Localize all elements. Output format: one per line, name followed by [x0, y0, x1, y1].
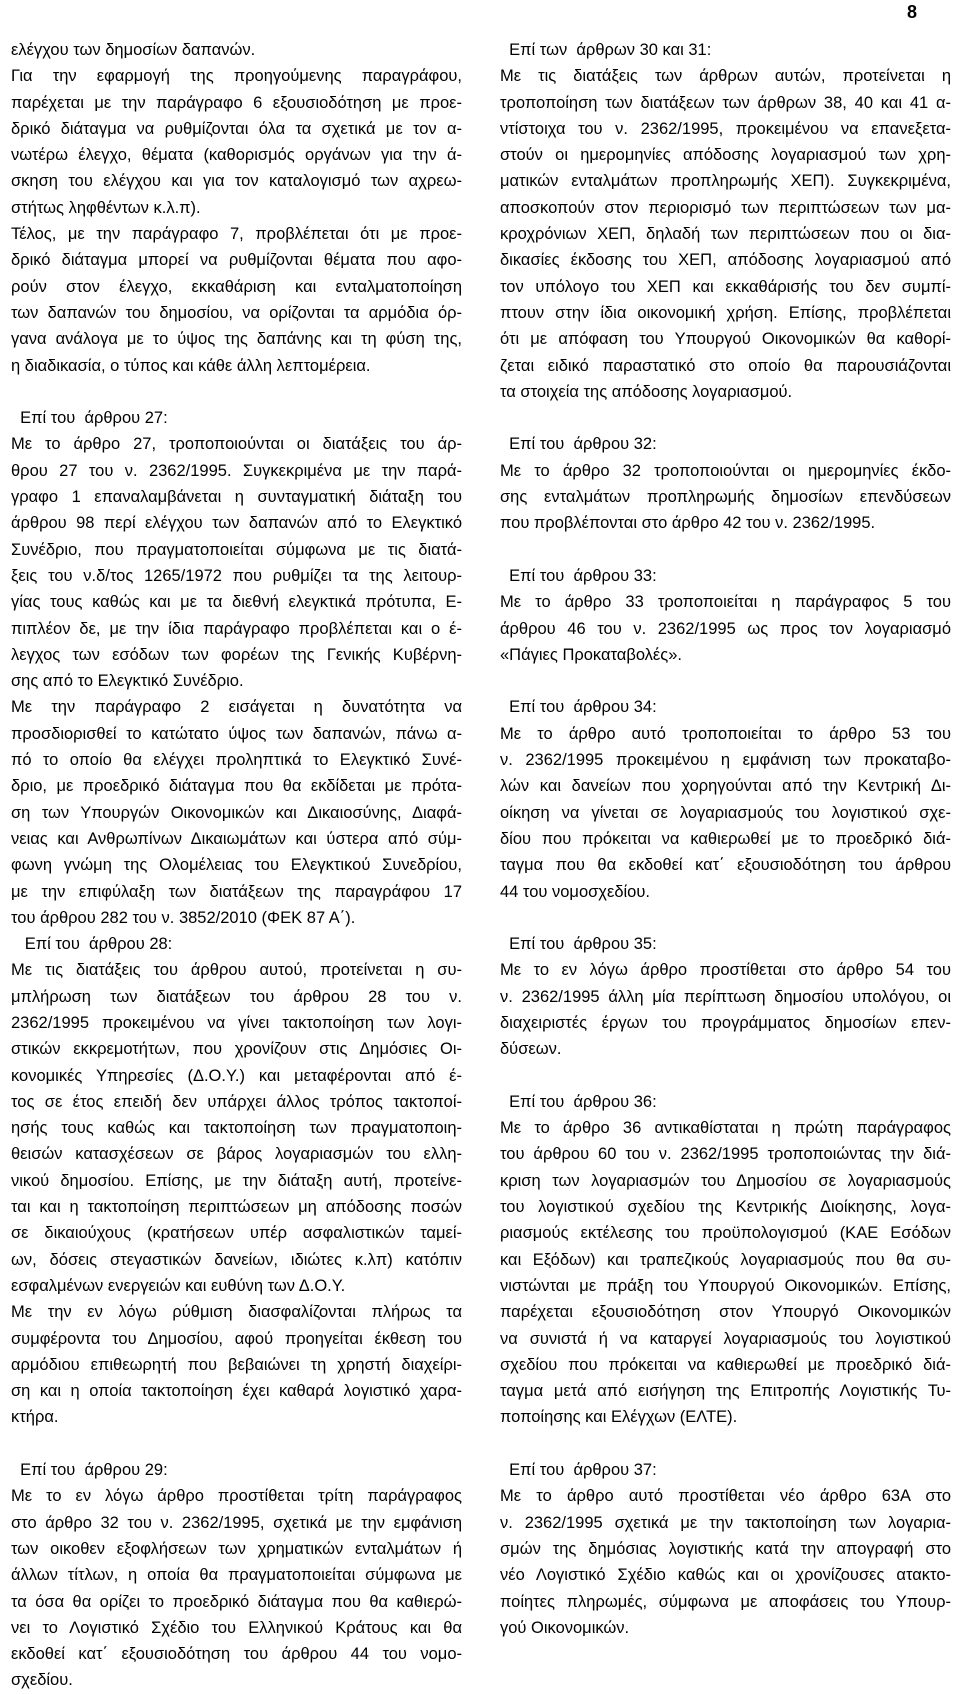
paragraph-gap [500, 1063, 951, 1089]
text-line: στήτως ληφθέντων κ.λ.π). [11, 198, 201, 217]
text-line: πιπλέον δε, με την ίδια παράγραφο προβλέπεται και ο έ- [11, 619, 462, 638]
text-line: νει το Λογιστικό Σχέδιο του Ελληνικού Κράτους και θα [11, 1618, 462, 1637]
text-line: του λογιστικού σχεδίου της Κεντρικής Διοίκησης, λογα- [500, 1198, 951, 1217]
text-line: στικών εκκρεμοτήτων, που χρονίζουν στις Δημόσιες Οι- [11, 1040, 462, 1059]
text-line: Επί του άρθρου 34: [500, 698, 657, 717]
text-line: σχεδίου. [11, 1671, 73, 1690]
text-line: Επί του άρθρου 32: [500, 435, 657, 454]
text-line: στούν οι ημερομηνίες απόδοσης λογαριασμού των χρη- [500, 146, 951, 165]
text-line: πτουν στην ίδια οικονομική χρήση. Επίσης, προβλέπεται [500, 303, 951, 322]
text-line: νικού δημοσίου. Επίσης, με την διάταξη αυτή, προτείνε- [11, 1171, 462, 1190]
text-line: Με το άρθρο αυτό προστίθεται νέο άρθρο 63Α στο [500, 1487, 951, 1506]
text-line: ότι με απόφαση του Υπουργού Οικονομικών θα καθορί- [500, 330, 951, 349]
text-line: τος σε έτος επειδή δεν υπάρχει άλλος τρόπος τακτοποί- [11, 1092, 462, 1111]
text-line: δριο, με προεδρικό διάταγμα που θα εκδίδεται με πρότα- [11, 777, 462, 796]
paragraph-gap [500, 905, 951, 931]
text-line: των οικοθεν εξοφλήσεων των χρηματικών ενταλμάτων ή [11, 1539, 462, 1558]
text-line: προσδιορισθεί το κατώτατο ύψος των δαπανών, πάνω α- [11, 724, 462, 743]
text-line: λεγχος των εσόδων των φορέων της Γενικής Κυβέρνη- [11, 645, 462, 664]
text-line: αποσκοπούν στον περιορισμό των περιπτώσεων των μα- [500, 198, 951, 217]
text-line: και Εξόδων) και τραπεζικούς λογαριασμούς που θα συ- [500, 1250, 951, 1269]
text-line: νιστώνται με πράξη του Υπουργού Οικονομικών. Επίσης, [500, 1276, 951, 1295]
text-line: δικασίες έκδοσης του ΧΕΠ, απόδοσης λογαριασμού από [500, 251, 951, 270]
text-line: ποίητες πληρωμές, σύμφωνα με αποφάσεις του Υπουρ- [500, 1592, 951, 1611]
text-line: Με το εν λόγω άρθρο προστίθεται στο άρθρο 54 του [500, 961, 951, 980]
text-line: Επί του άρθρου 35: [500, 935, 657, 954]
text-line: ρούν στον έλεγχο, εκκαθάριση και ενταλματοποίηση [11, 277, 462, 296]
text-line: μπλήρωση των διατάξεων του άρθρου 28 του ν. [11, 987, 462, 1006]
text-line: ταγμα μετά από εισήγηση της Επιτροπής Λογιστικής Τυ- [500, 1382, 951, 1401]
text-line: τα στοιχεία της απόδοσης λογαριασμού. [500, 382, 793, 401]
text-line: σης ενταλμάτων προπληρωμής δημοσίων επενδύσεων [500, 488, 951, 507]
text-line: Με το άρθρο 33 τροποποιείται η παράγραφος 5 του [500, 593, 951, 612]
text-line: γού Οικονομικών. [500, 1618, 630, 1637]
text-line: ντίστοιχα του ν. 2362/1995, προκειμένου να επανεξετα- [500, 119, 951, 138]
text-line: Συνέδριο, που πραγματοποιείται σύμφωνα με τις διατά- [11, 540, 462, 559]
text-line: ξεις του ν.δ/τος 1265/1972 που ρυθμίζει τα της λειτουρ- [11, 566, 462, 585]
text-line: σε δικαιούχους (κρατήσεων υπέρ ασφαλιστικών ταμεί- [11, 1224, 462, 1243]
text-line: κτήρα. [11, 1408, 59, 1427]
text-line: τον υπόλογο του ΧΕΠ και εκκαθάρισής του δεν συμπί- [500, 277, 951, 296]
text-line: άρθρου 98 περί ελέγχου των δαπανών από το Ελεγκτικό [11, 514, 462, 533]
paragraph-gap [500, 405, 951, 431]
text-line: δύσεων. [500, 1040, 562, 1059]
text-line: ση και η οποία τακτοποίηση έχει καθαρά λογιστικό χαρα- [11, 1382, 462, 1401]
left-column [11, 37, 462, 1694]
text-line: διαχειριστές έργων του προγράμματος δημοσίων επεν- [500, 1013, 951, 1032]
paragraph-gap [11, 1431, 462, 1457]
text-line: η διαδικασία, ο τύπος και κάθε άλλη λεπτομέρεια. [11, 356, 371, 375]
right-column [500, 37, 951, 1641]
paragraph-gap [500, 1431, 951, 1457]
text-line: κριση των λογαριασμών του Δημοσίου σε λογαριασμούς [500, 1171, 951, 1190]
text-line: νωτέρω έλεγχο, θέματα (καθορισμός οργάνων για την ά- [11, 146, 462, 165]
text-line: 44 του νομοσχεδίου. [500, 882, 650, 901]
text-line: γανα ανάλογα με το ύψος της δαπάνης και τη φύση της, [11, 330, 462, 349]
text-line: που προβλέπονται στο άρθρο 42 του ν. 2362/1995. [500, 514, 876, 533]
text-line: σκηση του ελέγχου και για τον καταλογισμό των αχρεω- [11, 172, 462, 191]
text-line: ν. 2362/1995 άλλη μία περίπτωση δημοσίου υπολόγου, οι [500, 987, 951, 1006]
text-line: ν. 2362/1995 σχετικά με την τακτοποίηση των λογαρια- [500, 1513, 951, 1532]
text-line: φωνη γνώμη της Ολομέλειας του Ελεγκτικού Συνεδρίου, [11, 856, 462, 875]
text-line: Με το εν λόγω άρθρο προστίθεται τρίτη παράγραφος [11, 1487, 462, 1506]
text-line: ση των Υπουργών Οικονομικών και Δικαιοσύνης, Διαφά- [11, 803, 462, 822]
text-line: παρέχεται με την παράγραφο 6 εξουσιοδότηση με προε- [11, 93, 462, 112]
text-line: γραφο 1 επαναλαμβάνεται η συνταγματική διάταξη του [11, 488, 462, 507]
text-line: πό το οποίο θα ελέγχει προληπτικά το Ελεγκτικό Συνέ- [11, 751, 462, 770]
text-line: οίκηση να γίνεται σε λογαριασμούς του λογιστικού σχε- [500, 803, 951, 822]
text-line: ποποίησης και Ελέγχων (ΕΛΤΕ). [500, 1408, 738, 1427]
text-line: ελέγχου των δημοσίων δαπανών. [11, 41, 256, 59]
text-line: Επί του άρθρου 29: [11, 1461, 168, 1480]
text-line: άλλων τίτλων, η οποία θα πραγματοποιείται σύμφωνα με [11, 1566, 462, 1585]
text-line: ων, δόσεις στεγαστικών δανείων, ιδιώτες κ.λπ) κατόπιν [11, 1250, 462, 1269]
text-line: στο άρθρο 32 του ν. 2362/1995, σχετικά με την εμφάνιση [11, 1513, 462, 1532]
text-line: ται και η τακτοποίηση περιπτώσεων μη απόδοσης ποσών [11, 1198, 462, 1217]
text-line: ματικών ενταλμάτων προπληρωμής ΧΕΠ). Συγκεκριμένα, [500, 172, 951, 191]
text-line: γίας τους καθώς και με τα διεθνή ελεγκτικά πρότυπα, Ε- [11, 593, 462, 612]
text-line: δίου που πρόκειται να καθιερωθεί με το προεδρικό διά- [500, 829, 951, 848]
text-line: ριασμούς εκτέλεσης του προϋπολογισμού (ΚΑΕ Εσόδων [500, 1224, 951, 1243]
text-line: Με το άρθρο αυτό τροποποιείται το άρθρο 53 του [500, 724, 951, 743]
text-line: Για την εφαρμογή της προηγούμενης παραγράφου, [11, 67, 462, 86]
text-line: Επί του άρθρου 36: [500, 1092, 657, 1111]
text-line: τροποποίηση των διατάξεων των άρθρων 38, 40 και 41 α- [500, 93, 951, 112]
text-line: Με το άρθρο 32 τροποποιούνται οι ημερομηνίες έκδο- [500, 461, 951, 480]
text-line: Επί του άρθρου 27: [11, 409, 168, 428]
text-line: των δαπανών του δημοσίου, να ορίζονται τα αρμόδια όρ- [11, 303, 462, 322]
text-line: αρμόδιου επιθεωρητή που βεβαιώνει τη χρηστή διαχείρι- [11, 1355, 462, 1374]
text-line: άρθρου 46 του ν. 2362/1995 ως προς τον λογαριασμό [500, 619, 951, 638]
text-line: να συνιστά ή να καταργεί λογαριασμούς του λογιστικού [500, 1329, 951, 1348]
text-line: ησής τους καθώς και τακτοποίηση των πραγματοποιη- [11, 1119, 462, 1138]
text-line: θρου 27 του ν. 2362/1995. Συγκεκριμένα με την παρά- [11, 461, 462, 480]
text-line: τα όσα θα ορίζει το προεδρικό διάταγμα που θα καθιερώ- [11, 1592, 462, 1611]
text-line: σμών της δημόσιας λογιστικής κατά την απογραφή στο [500, 1539, 951, 1558]
text-line: σης από το Ελεγκτικό Συνέδριο. [11, 672, 244, 691]
text-line: λών και δανείων που χορηγούνται από την Κεντρική Δι- [500, 777, 951, 796]
text-line: Τέλος, με την παράγραφο 7, προβλέπεται ότι με προε- [11, 225, 462, 244]
text-line: του άρθρου 60 του ν. 2362/1995 τροποποιώντας την διά- [500, 1145, 951, 1164]
text-line: Επί των άρθρων 30 και 31: [500, 41, 712, 59]
text-line: δρικό διάταγμα μπορεί να ρυθμίζονται θέματα που αφο- [11, 251, 462, 270]
text-line: Με τις διατάξεις των άρθρων αυτών, προτείνεται η [500, 67, 951, 86]
paragraph-gap [500, 537, 951, 563]
page-number: 8 [906, 2, 917, 22]
text-line: ν. 2362/1995 προκειμένου η εμφάνιση των προκαταβο- [500, 751, 951, 770]
text-line: εσφαλμένων ενεργειών και ευθύνη των Δ.Ο.Υ. [11, 1276, 346, 1295]
text-line: ταγμα που θα εκδοθεί κατ΄ εξουσιοδότηση του άρθρου [500, 856, 951, 875]
text-line: Επί του άρθρου 28: [11, 935, 173, 954]
text-line: «Πάγιες Προκαταβολές». [500, 645, 682, 664]
text-line: κροχρόνιων ΧΕΠ, δηλαδή των περιπτώσεων που οι δια- [500, 225, 951, 244]
text-line: Με την παράγραφο 2 εισάγεται η δυνατότητα να [11, 698, 462, 717]
text-line: Επί του άρθρου 33: [500, 566, 657, 585]
text-line: δρικό διάταγμα να ρυθμίζονται όλα τα σχετικά με τον α- [11, 119, 462, 138]
text-line: Επί του άρθρου 37: [500, 1461, 657, 1480]
text-line: θεισών κατασχέσεων σε βάρος λογαριασμών του ελλη- [11, 1145, 462, 1164]
text-line: του άρθρου 282 του ν. 3852/2010 (ΦΕΚ 87 Α΄). [11, 908, 356, 927]
text-line: εκδοθεί κατ΄ εξουσιοδότηση του άρθρου 44 του νομο- [11, 1645, 462, 1664]
text-line: με την επιφύλαξη των διατάξεων της παραγράφου 17 [11, 882, 462, 901]
text-line: Με το άρθρο 27, τροποποιούνται οι διατάξεις του άρ- [11, 435, 462, 454]
text-line: σχεδίου που πρόκειται να καθιερωθεί με προεδρικό διά- [500, 1355, 951, 1374]
text-line: συμφέροντα του Δημοσίου, αφού προηγείται έκθεση του [11, 1329, 462, 1348]
text-line: νέο Λογιστικό Σχέδιο καθώς και οι χρονίζουσες ατακτο- [500, 1566, 951, 1585]
text-line: Με το άρθρο 36 αντικαθίσταται η πρώτη παράγραφος [500, 1119, 951, 1138]
text-line: ζεται ειδικό παραστατικό στο οποίο θα παρουσιάζονται [500, 356, 951, 375]
text-line: Με την εν λόγω ρύθμιση διασφαλίζονται πλήρως τα [11, 1303, 462, 1322]
text-line: κονομικές Υπηρεσίες (Δ.Ο.Υ.) και μεταφέρονται από έ- [11, 1066, 462, 1085]
text-line: Με τις διατάξεις του άρθρου αυτού, προτείνεται η συ- [11, 961, 462, 980]
text-line: παρέχεται εξουσιοδότηση στον Υπουργό Οικονομικών [500, 1303, 951, 1322]
paragraph-gap [11, 379, 462, 405]
text-line: 2362/1995 προκειμένου να γίνει τακτοποίηση των λογι- [11, 1013, 462, 1032]
text-line: νειας και Ανθρωπίνων Δικαιωμάτων και ύστερα από σύμ- [11, 829, 462, 848]
paragraph-gap [500, 668, 951, 694]
